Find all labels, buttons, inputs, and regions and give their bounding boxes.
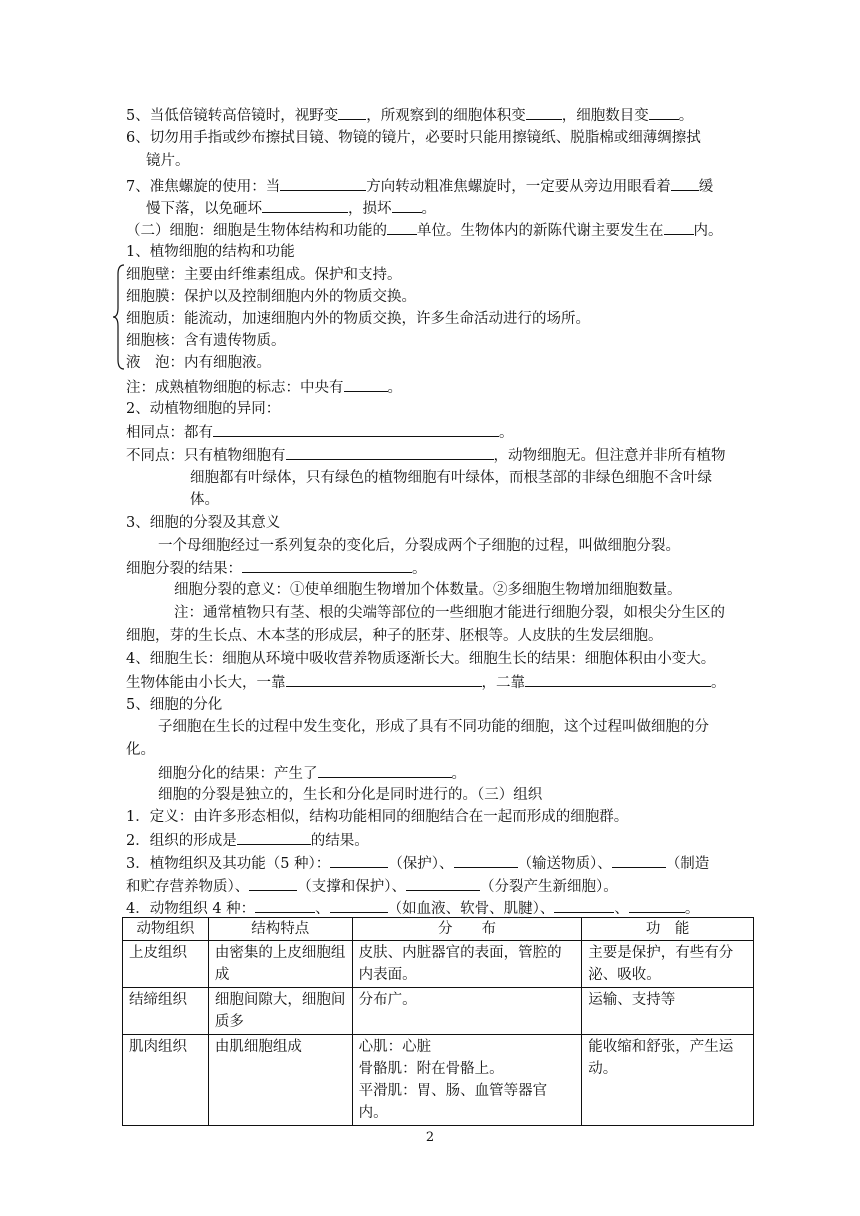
table-cell: 上皮组织: [123, 941, 209, 988]
blank: [612, 852, 666, 868]
text: 注：成熟植物细胞的标志：中央有: [126, 380, 344, 396]
blank: [664, 219, 694, 235]
blank: [629, 897, 685, 913]
text: 。: [499, 425, 514, 441]
blank: [344, 376, 388, 392]
text: 不同点：只有植物细胞有: [126, 448, 286, 464]
section-2-heading: [126, 219, 723, 242]
differentiation-line-1: 子细胞在生长的过程中发生变化，形成了具有不同功能的细胞，这个过程叫做细胞的分: [158, 719, 709, 735]
table-cell: 心肌：心脏 骨骼肌：附在骨骼上。 平滑肌：胃、肠、血管等器官内。: [352, 1035, 582, 1126]
text: ，所观察到的细胞体积变: [366, 108, 526, 124]
text: 。: [421, 201, 436, 217]
text: （保护）、: [388, 856, 454, 872]
q5-line: [126, 104, 693, 127]
cytoplasm-line: 细胞质：能流动，加速细胞内外的物质交换，许多生命活动进行的场所。: [126, 311, 590, 327]
text: 4．动物组织 4 种：: [126, 901, 256, 917]
text: 缓: [698, 179, 714, 195]
text: （二）细胞：细胞是生物体结构和功能的: [126, 223, 387, 239]
table-cell: 由密集的上皮细胞组成: [208, 941, 352, 988]
text: 。: [711, 675, 726, 691]
blank: [237, 829, 311, 845]
text: （输送物质）、: [517, 856, 612, 872]
blank: [649, 104, 679, 120]
text: ，细胞数目变: [561, 108, 649, 124]
text: 和贮存营养物质）、: [126, 879, 250, 895]
blank: [454, 852, 518, 868]
text: （分裂产生新细胞）。: [480, 879, 618, 895]
text: 、: [315, 901, 330, 917]
tissue-definition: 1．定义：由许多形态相似，结构功能相同的细胞结合在一起而形成的细胞群。: [126, 809, 629, 825]
text: 5、当低倍镜转高倍镜时，视野变: [126, 108, 339, 124]
table-header-cell: 动物组织: [123, 918, 209, 941]
note-mature-cell: [126, 376, 402, 399]
table-header-cell: 功 能: [582, 918, 754, 941]
blank: [387, 219, 417, 235]
brace-icon: [112, 264, 126, 370]
blank: [286, 671, 482, 687]
blank: [280, 175, 366, 191]
text: 。: [387, 380, 402, 396]
table-header-row: [123, 918, 754, 941]
blank: [330, 852, 388, 868]
differentiation-line-2: 化。: [126, 742, 155, 758]
cell-differentiation-heading: 5、细胞的分化: [126, 697, 223, 713]
table-row: [123, 941, 754, 988]
text: 细胞分化的结果：产生了: [158, 766, 318, 782]
tissue-formation: [126, 829, 369, 852]
text: 的结果。: [310, 833, 369, 849]
blank: [406, 875, 480, 891]
plant-tissue-line-2: [126, 875, 618, 898]
blank: [286, 444, 494, 460]
cell-division-definition: 一个母细胞经过一系列复杂的变化后，分裂成两个子细胞的过程，叫做细胞分裂。: [158, 538, 680, 554]
difference-line-3: 体。: [190, 492, 219, 508]
cell-division-heading: 3、细胞的分裂及其意义: [126, 515, 281, 531]
blank: [671, 175, 699, 191]
blank: [213, 421, 499, 437]
text: 3．植物组织及其功能（5 种）：: [126, 856, 331, 872]
text: （如血液、软骨、肌腱）、: [387, 901, 555, 917]
text: 。: [684, 901, 700, 917]
blank: [392, 197, 422, 213]
text: ，二靠: [481, 675, 525, 691]
similarity-line: [126, 421, 514, 444]
text: ，动物细胞无。但注意并非所有植物: [493, 448, 726, 464]
table-header-cell: 分 布: [352, 918, 582, 941]
cell-growth-line-1: 4、细胞生长：细胞从环境中吸收营养物质逐渐长大。细胞生长的结果：细胞体积由小变大。: [126, 651, 716, 667]
cell-division-note-1: 注：通常植物只有茎、根的尖端等部位的一些细胞才能进行细胞分裂，如根尖分生区的: [174, 605, 725, 621]
text: 相同点：都有: [126, 425, 213, 441]
table-cell: 能收缩和舒张，产生运动。: [582, 1035, 754, 1126]
table-cell: 结缔组织: [123, 988, 209, 1035]
blank: [249, 875, 297, 891]
blank: [255, 897, 315, 913]
table-cell: 运输、支持等: [582, 988, 754, 1035]
blank: [318, 762, 452, 778]
table-cell: 肌肉组织: [123, 1035, 209, 1126]
table-cell: 由肌细胞组成: [208, 1035, 352, 1126]
vacuole-line: 液 泡：内有细胞液。: [126, 355, 271, 371]
cell-membrane-line: 细胞膜：保护以及控制细胞内外的物质交换。: [126, 289, 416, 305]
text: 。: [451, 766, 466, 782]
plant-tissue-line-1: [126, 852, 709, 875]
text: （支撑和保护）、: [297, 879, 406, 895]
cell-wall-line: 细胞壁：主要由纤维素组成。保护和支持。: [126, 267, 402, 283]
text: 2．组织的形成是: [126, 833, 237, 849]
q7-line-2: [146, 197, 436, 220]
text: 7、准焦螺旋的使用：当: [126, 179, 281, 195]
blank: [554, 897, 614, 913]
table-row: [123, 988, 754, 1035]
blank: [525, 671, 711, 687]
table-cell: 分布广。: [352, 988, 582, 1035]
plant-cell-heading: 1、植物细胞的结构和功能: [126, 244, 295, 260]
blank: [338, 104, 366, 120]
text: 细胞分裂的结果：: [126, 561, 242, 577]
difference-line-1: [126, 444, 726, 467]
nucleus-line: 细胞核：含有遗传物质。: [126, 333, 286, 349]
difference-line-2: 细胞都有叶绿体，只有绿色的植物细胞有叶绿体，而根茎部的非绿色细胞不含叶绿: [190, 470, 712, 486]
blank: [262, 197, 348, 213]
table-cell: 细胞间隙大，细胞间质多: [208, 988, 352, 1035]
table-cell: 主要是保护，有些有分泌、吸收。: [582, 941, 754, 988]
text: ，损坏: [348, 201, 392, 217]
page-number: 2: [425, 1130, 435, 1145]
text: （制造: [665, 856, 710, 872]
text: 生物体能由小长大，一靠: [126, 675, 286, 691]
text: 、: [614, 901, 629, 917]
q7-line-1: [126, 175, 713, 198]
table-header-cell: 结构特点: [208, 918, 352, 941]
differentiation-result: [158, 762, 466, 785]
q6-line-2: 镜片。: [146, 153, 190, 169]
cell-division-result: [126, 557, 427, 580]
text: 。: [412, 561, 427, 577]
cell-division-note-2: 细胞，芽的生长点、木本茎的形成层，种子的胚芽、胚根等。人皮肤的生发层细胞。: [126, 628, 663, 644]
cell-division-meaning: 细胞分裂的意义：①使单细胞生物增加个体数量。②多细胞生物增加细胞数量。: [174, 582, 682, 598]
table-cell: 皮肤、内脏器官的表面，管腔的内表面。: [352, 941, 582, 988]
differentiation-summary: 细胞的分裂是独立的，生长和分化是同时进行的。（三）组织: [158, 787, 543, 803]
table-row: [123, 1035, 754, 1126]
text: 内。: [693, 223, 723, 239]
blank: [526, 104, 562, 120]
text: 单位。生物体内的新陈代谢主要发生在: [417, 223, 664, 239]
q6-line-1: 6、切勿用手指或纱布擦拭目镜、物镜的镜片，必要时只能用擦镜纸、脱脂棉或细薄绸擦拭: [126, 130, 701, 146]
cell-growth-line-2: [126, 671, 726, 694]
blank: [242, 557, 412, 573]
animal-tissue-table: [122, 917, 754, 1126]
animal-plant-heading: 2、动植物细胞的异同：: [126, 401, 281, 417]
text: 慢下落，以免砸坏: [146, 201, 262, 217]
text: 方向转动粗准焦螺旋时，一定要从旁边用眼看着: [366, 179, 671, 195]
blank: [330, 897, 388, 913]
text: 。: [678, 108, 694, 124]
